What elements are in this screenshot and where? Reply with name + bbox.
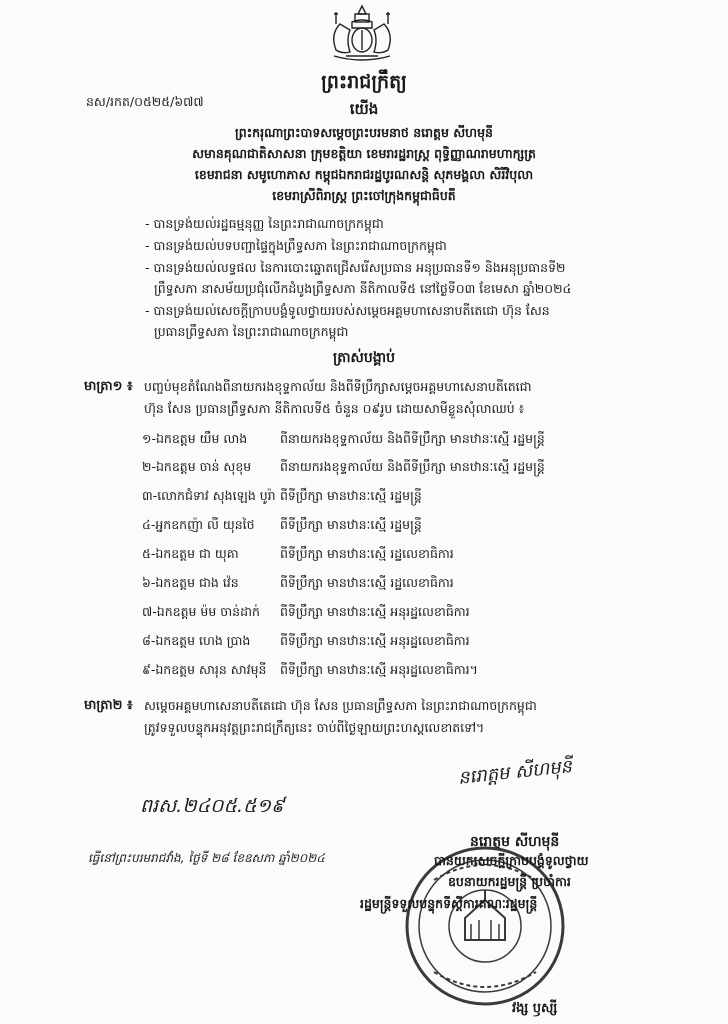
countersign-line: ឧបនាយករដ្ឋមន្ត្រី ប្រចាំការ xyxy=(448,874,571,889)
member-row xyxy=(142,633,622,657)
countersign-line: រដ្ឋមន្ត្រីទទួលបន្ទុកទីស្តីការគណៈរដ្ឋមន្ត្រី xyxy=(360,896,538,911)
member-name: ៥-ឯកឧត្តម ជា យុគា xyxy=(142,546,239,561)
recital-item: - បានទ្រង់យល់បទបញ្ជាផ្ទៃក្នុងព្រឹទ្ធសភា នៃព្រះរាជាណាចក្រកម្ពុជា xyxy=(145,238,447,253)
royal-signature: នរោត្តម សីហមុនី xyxy=(457,756,573,789)
place-date: ធ្វើនៅព្រះបរមរាជវាំង, ថ្ងៃទី ២៨ ខែឧសភា ឆ្នាំ២០២៤ xyxy=(88,851,325,865)
royal-emblem-icon xyxy=(316,4,408,62)
member-name: ១-ឯកឧត្តម យឹម លាង xyxy=(142,431,248,446)
member-name: ៣-លោកជំទាវ សុងឡេង បូរ៉ា xyxy=(142,488,276,503)
member-position: ពីទីប្រឹក្សា មានឋានៈស្មើ អនុរដ្ឋលេខាធិការ xyxy=(280,633,470,648)
king-title-line: ខេមរាស្រីពិរាស្ត្រ ព្រះចៅក្រុងកម្ពុជាធិបតី xyxy=(272,188,456,203)
member-row xyxy=(142,604,622,628)
recital-item: - បានទ្រង់យល់លទ្ធផល នៃការបោះឆ្នោតជ្រើសរើសប្រធាន អនុប្រធានទី១ និងអនុប្រធានទី២ xyxy=(145,260,566,275)
member-name: ២-ឯកឧត្តម ចាន់ សុខុម xyxy=(142,459,252,474)
king-title-line: ខេមរាជនា សមូហោភាស កម្ពុជឯករាជរដ្ឋបូរណសន្តិ សុភមង្គលា សិរីវិបុលា xyxy=(194,167,534,182)
member-position: ពីទីប្រឹក្សា មានឋានៈស្មើ រដ្ឋមន្ត្រី xyxy=(280,517,422,532)
member-position: ពីនាយករងខុទ្ទកាល័យ និងពីទីប្រឹក្សា មានឋានៈស្មើ រដ្ឋមន្ត្រី xyxy=(280,459,545,474)
order-heading: ត្រាស់បង្គាប់ xyxy=(333,350,395,366)
king-title-line: សមានគុណជាតិសាសនា ក្រុមខត្តិយា ខេមរារដ្ឋរាស្ត្រ ពុទ្ធិញ្ញាណរាមហាក្សត្រ xyxy=(192,146,536,161)
reference-number: នស/រកត/០៥២៥/៦៧៧ xyxy=(86,94,204,109)
member-name: ៦-ឯកឧត្តម ជាង វ៉េន xyxy=(142,575,239,590)
recital-item-continuation: ព្រឹទ្ធសភា នាសម័យប្រជុំលើកដំបូងព្រឹទ្ធសភា នីតិកាលទី៥ នៅថ្ងៃទី០៣ ខែមេសា ឆ្នាំ២០២៤ xyxy=(154,281,572,296)
member-row xyxy=(142,488,622,512)
king-title-line: ព្រះករុណាព្រះបាទសម្តេចព្រះបរមនាថ នរោត្តម សីហមុនី xyxy=(235,125,493,140)
member-position: ពីនាយករងខុទ្ទកាល័យ និងពីទីប្រឹក្សា មានឋានៈស្មើ រដ្ឋមន្ត្រី xyxy=(280,431,545,446)
member-name: ៧-ឯកឧត្តម ម៉ម ចាន់ដាក់ xyxy=(142,604,260,619)
recital-item: - បានទ្រង់យល់រដ្ឋធម្មនុញ្ញ នៃព្រះរាជាណាចក្រកម្ពុជា xyxy=(145,216,384,231)
member-position: ពីទីប្រឹក្សា មានឋានៈស្មើ អនុរដ្ឋលេខាធិការ។ xyxy=(280,662,478,677)
article-1-label: មាត្រា១ ៖ xyxy=(84,379,133,394)
minister-name: វង្ស ឫស្សី xyxy=(512,1001,558,1016)
member-position: ពីទីប្រឹក្សា មានឋានៈស្មើ រដ្ឋមន្ត្រី xyxy=(280,488,422,503)
member-position: ពីទីប្រឹក្សា មានឋានៈស្មើ រដ្ឋលេខាធិការ xyxy=(280,546,454,561)
member-row xyxy=(142,517,622,541)
member-position: ពីទីប្រឹក្សា មានឋានៈស្មើ រដ្ឋលេខាធិការ xyxy=(280,575,454,590)
article-2-text: ត្រូវទទួលបន្ទុកអនុវត្តព្រះរាជក្រឹត្យនេះ ចាប់ពីថ្ងៃឡាយព្រះហស្តលេខាតទៅ។ xyxy=(144,720,485,735)
article-1-text: ហ៊ុន សែន ប្រធានព្រឹទ្ធសភា នីតិកាលទី៥ ចំនួន ០៩រូប ដោយសាមីខ្លួនសុំលាឈប់ ៖ xyxy=(144,401,525,416)
recital-item-continuation: ប្រធានព្រឹទ្ធសភា នៃព្រះរាជាណាចក្រកម្ពុជា xyxy=(154,324,349,339)
member-position: ពីទីប្រឹក្សា មានឋានៈស្មើ អនុរដ្ឋលេខាធិការ xyxy=(280,604,470,619)
member-row xyxy=(142,546,622,570)
member-name: ៨-ឯកឧត្តម ហេង ប្រាង xyxy=(142,633,251,648)
we-word: យើង xyxy=(349,100,379,118)
member-name: ៩-ឯកឧត្តម សារុន សាវមុនី xyxy=(142,662,267,677)
member-row xyxy=(142,459,622,483)
member-row xyxy=(142,431,622,455)
decree-title: ព្រះរាជក្រឹត្យ xyxy=(321,71,407,93)
article-2-label: មាត្រា២ ៖ xyxy=(84,698,133,713)
member-row xyxy=(142,575,622,599)
registry-number: ពរស.២៤០៥.៥១៩ xyxy=(140,795,285,817)
article-2-text: សម្តេចអគ្គមហាសេនាបតីតេជោ ហ៊ុន សែន ប្រធានព្រឹទ្ធសភា នៃព្រះរាជាណាចក្រកម្ពុជា xyxy=(144,698,537,713)
article-1-text: បញ្ចប់មុខតំណែងពីនាយករងខុទ្ទកាល័យ និងពីទីប្រឹក្សាសម្តេចអគ្គមហាសេនាបតីតេជោ xyxy=(144,379,532,394)
countersign-line: បានយកសេចក្តីក្រាបបង្គំទូលថ្វាយ xyxy=(434,853,589,868)
royal-name: នរោត្តម សីហមុនី xyxy=(470,834,560,850)
member-name: ៤-អ្នកឧកញ៉ា លី យុនថៃ xyxy=(142,517,255,532)
member-row xyxy=(142,662,622,686)
recital-item: - បានទ្រង់យល់សេចក្តីក្រាបបង្គំទូលថ្វាយរបស់សម្តេចអគ្គមហាសេនាបតីតេជោ ហ៊ុន សែន xyxy=(145,303,550,318)
